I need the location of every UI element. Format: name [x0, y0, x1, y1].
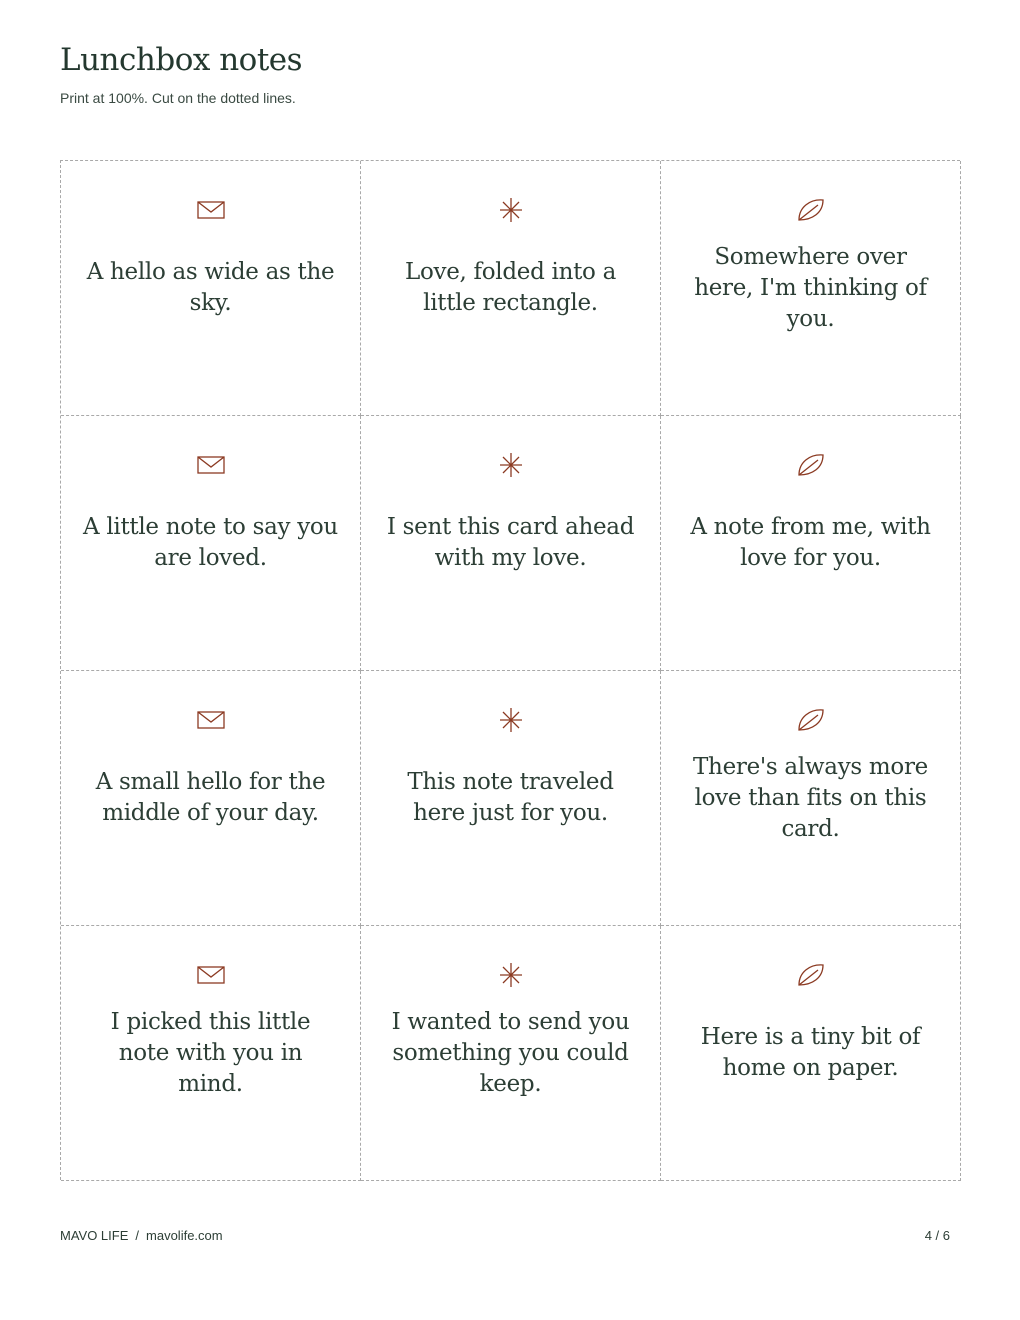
note-text: A small hello for the middle of your day. — [95, 769, 326, 826]
envelope-icon — [196, 962, 226, 988]
note-card — [61, 671, 361, 926]
note-card-grid — [60, 160, 960, 1180]
leaf-icon — [796, 707, 826, 733]
leaf-icon — [796, 197, 826, 223]
note-text: There's always more love than fits on this card. — [693, 753, 928, 842]
footer-brand: MAVO LIFE — [60, 1228, 129, 1243]
note-card — [61, 161, 361, 416]
footer-credit — [60, 1228, 223, 1244]
note-text: Love, folded into a little rectangle. — [404, 259, 616, 316]
footer-separator: / — [135, 1228, 140, 1243]
note-card — [61, 416, 361, 671]
note-text: This note traveled here just for you. — [407, 769, 614, 826]
page-number: 4 / 6 — [924, 1228, 950, 1243]
note-text: Here is a tiny bit of home on paper. — [700, 1024, 921, 1081]
note-text: I picked this little note with you in mind. — [110, 1008, 311, 1097]
note-card — [361, 926, 661, 1181]
note-text: A note from me, with love for you. — [690, 514, 931, 571]
note-card — [361, 416, 661, 671]
note-text: I wanted to send you something you could keep. — [391, 1008, 630, 1097]
note-text: A hello as wide as the sky. — [86, 259, 335, 316]
asterisk-star-icon — [496, 962, 526, 988]
envelope-icon — [196, 197, 226, 223]
asterisk-star-icon — [496, 197, 526, 223]
note-text: A little note to say you are loved. — [83, 514, 338, 571]
page-title: Lunchbox notes — [60, 42, 303, 78]
envelope-icon — [196, 452, 226, 478]
note-card — [661, 161, 961, 416]
note-card — [661, 926, 961, 1181]
note-text: I sent this card ahead with my love. — [386, 514, 635, 571]
asterisk-star-icon — [496, 452, 526, 478]
asterisk-star-icon — [496, 707, 526, 733]
note-card — [61, 926, 361, 1181]
print-instructions: Print at 100%. Cut on the dotted lines. — [60, 90, 296, 106]
note-card — [361, 161, 661, 416]
envelope-icon — [196, 707, 226, 733]
leaf-icon — [796, 452, 826, 478]
footer-site: mavolife.com — [146, 1228, 223, 1243]
leaf-icon — [796, 962, 826, 988]
note-card — [661, 416, 961, 671]
note-text: Somewhere over here, I'm thinking of you. — [694, 243, 927, 332]
note-card — [661, 671, 961, 926]
note-card — [361, 671, 661, 926]
